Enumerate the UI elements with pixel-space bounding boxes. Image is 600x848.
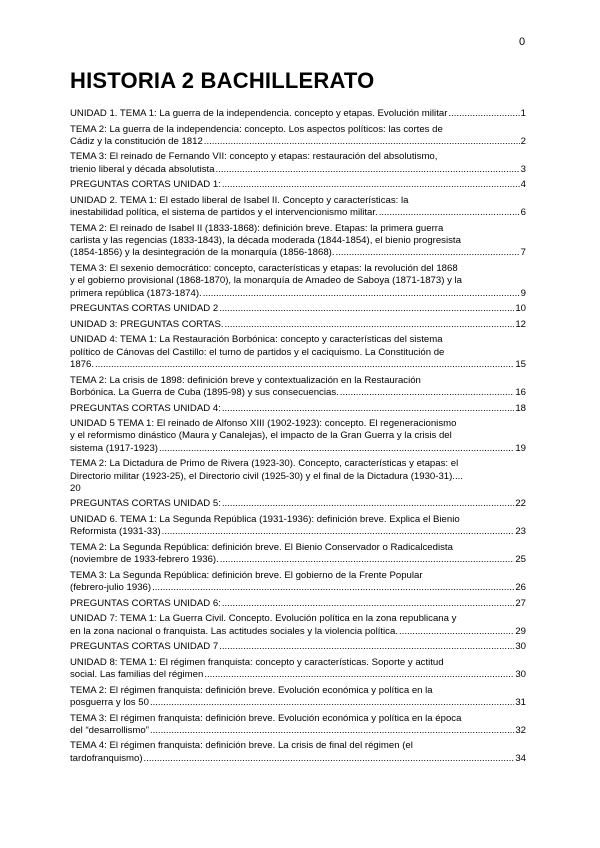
dot-leader (225, 319, 515, 331)
toc-entry-text: PREGUNTAS CORTAS UNIDAD 7 (70, 641, 219, 653)
toc-entry-text: sistema (1917-1923) (70, 442, 158, 454)
toc-entry-line: TEMA 3: La Segunda República: definición breve. El gobierno de la Frente Popular (70, 569, 423, 581)
toc-entry-text: trienio liberal y década absolutista (70, 163, 215, 175)
toc-page-number: 30 (515, 669, 526, 681)
dot-leader (222, 179, 520, 191)
toc-entry[interactable] (70, 514, 526, 539)
toc-entry[interactable] (70, 613, 526, 638)
toc-page-number: 15 (515, 359, 526, 371)
toc-entry-text: Cádiz y la constitución de 1812 (70, 135, 203, 147)
toc-entry[interactable] (70, 657, 526, 682)
toc-entry[interactable] (70, 179, 526, 191)
toc-entry-text: PREGUNTAS CORTAS UNIDAD 5: (70, 498, 221, 510)
toc-entry-line: UNIDAD 7: TEMA 1: La Guerra Civil. Concepto. Evolución política en la zona republicana y (70, 613, 457, 625)
toc-entry-text: primera república (1873-1874). (70, 287, 202, 299)
toc-entry-line: UNIDAD 5 TEMA 1: El reinado de Alfonso XIII (1902-1923): concepto. El regeneracionismo (70, 418, 457, 430)
dot-leader (216, 164, 520, 176)
dot-leader (379, 207, 520, 219)
toc-page-number: 19 (515, 442, 526, 454)
toc-entry[interactable] (70, 713, 526, 738)
toc-entry[interactable] (70, 319, 526, 331)
toc-entry[interactable] (70, 223, 526, 260)
toc-entry-text: (noviembre de 1933-febrero 1936). (70, 554, 219, 566)
toc-entry-text: (febrero-julio 1936) (70, 582, 152, 594)
toc-page-number: 32 (515, 724, 526, 736)
toc-entry[interactable] (70, 685, 526, 710)
toc-entry-text: inestabilidad política, el sistema de partidos y el intervencionismo militar. (70, 207, 378, 219)
toc-entry-text: UNIDAD 1. TEMA 1: La guerra de la independencia. concepto y etapas. Evolución militar (70, 108, 448, 119)
toc-entry[interactable] (70, 375, 526, 400)
toc-entry-line: UNIDAD 6. TEMA 1: La Segunda República (1931-1936): definición breve. Explica el Bienio (70, 514, 460, 526)
toc-entry[interactable] (70, 641, 526, 653)
toc-entry-line: TEMA 4: El régimen franquista: definición breve. La crisis de final del régimen (el (70, 740, 413, 752)
toc-entry[interactable] (70, 334, 526, 371)
dot-leader (222, 498, 514, 510)
toc-page-number: 34 (515, 752, 526, 764)
toc-entry-text: UNIDAD 3: PREGUNTAS CORTAS. (70, 318, 224, 330)
toc-page-number: 18 (515, 402, 526, 414)
toc-entry[interactable] (70, 263, 526, 300)
toc-page-number: 1 (520, 108, 526, 119)
dot-leader (340, 387, 515, 399)
dot-leader (399, 626, 514, 638)
table-of-contents (70, 108, 526, 768)
toc-entry-text: PREGUNTAS CORTAS UNIDAD 4: (70, 402, 221, 414)
dot-leader (162, 526, 515, 538)
toc-page-number: 3 (520, 163, 526, 175)
toc-page-number: 31 (515, 697, 526, 708)
toc-entry-line: TEMA 2: El reinado de Isabel II (1833-1868): definición breve. Etapas: la primera guerra (70, 222, 444, 234)
toc-entry[interactable] (70, 458, 526, 495)
toc-entry-text: PREGUNTAS CORTAS UNIDAD 6: (70, 597, 221, 609)
dot-leader (144, 753, 515, 765)
toc-page-number: 2 (520, 135, 526, 147)
toc-page-number: 9 (520, 287, 526, 299)
dot-leader (222, 598, 514, 610)
toc-entry[interactable] (70, 598, 526, 610)
toc-entry[interactable] (70, 303, 526, 315)
toc-entry-text: Reformista (1931-33) (70, 526, 161, 538)
page-number: 0 (519, 36, 526, 48)
dot-leader (204, 136, 520, 148)
dot-leader (95, 359, 514, 371)
dot-leader (204, 669, 514, 681)
toc-entry-line: carlista y las regencias (1833-1843), la década moderada (1844-1854), el bienio progresista (70, 235, 461, 247)
toc-entry-line: UNIDAD 4: TEMA 1: La Restauración Borbónica: concepto y características del sistema (70, 334, 443, 346)
toc-entry-line: UNIDAD 2. TEMA 1: El estado liberal de Isabel II. Concepto y características: la (70, 194, 409, 206)
toc-page-number: 25 (515, 554, 526, 566)
dot-leader (220, 554, 515, 566)
dot-leader (448, 108, 519, 120)
toc-entry[interactable] (70, 195, 526, 220)
toc-entry-text: posguerra y los 50 (70, 697, 149, 708)
dot-leader (152, 582, 514, 594)
dot-leader (336, 247, 520, 259)
toc-page-number: 6 (520, 207, 526, 219)
toc-entry-text: PREGUNTAS CORTAS UNIDAD 1: (70, 179, 221, 191)
toc-entry-text: (1854-1856) y la desintegración de la monarquía (1856-1868). (70, 247, 335, 259)
toc-entry[interactable] (70, 498, 526, 510)
dot-leader (150, 725, 514, 737)
dot-leader (203, 288, 520, 300)
toc-entry-line: y el gobierno provisional (1868-1870), la monarquía de Amadeo de Saboya (1871-1873) y la (70, 275, 462, 287)
toc-entry-line: político de Cánovas del Castillo: el turno de partidos y el caciquismo. La Constitución de (70, 346, 445, 358)
toc-entry-line: TEMA 3: El reinado de Fernando VII: concepto y etapas: restauración del absolutismo, (70, 151, 438, 163)
toc-entry-line: Directorio militar (1923-25), el Directorio civil (1925-30) y el final de la Dictadura (1930-31).... (70, 470, 463, 482)
dot-leader (150, 697, 514, 709)
document-title: HISTORIA 2 BACHILLERATO (70, 68, 375, 93)
toc-page-number: 16 (515, 386, 526, 398)
toc-entry-line: TEMA 2: La Segunda República: definición breve. El Bienio Conservador o Radicalcedista (70, 541, 453, 553)
toc-entry-text: social. Las familias del régimen (70, 669, 204, 681)
toc-entry[interactable] (70, 542, 526, 567)
toc-page-number: 22 (515, 498, 526, 510)
toc-entry[interactable] (70, 740, 526, 765)
toc-entry-text: Borbónica. La Guerra de Cuba (1895-98) y sus consecuencias. (70, 386, 339, 398)
toc-entry-line: TEMA 3: El régimen franquista: definición breve. Evolución económica y política en la época (70, 712, 462, 724)
toc-page-number: 29 (515, 625, 526, 637)
toc-page-number: 20 (70, 482, 81, 494)
toc-entry-line: y el reformismo dinástico (Maura y Canalejas), el impacto de la Gran Guerra y la crisis del (70, 430, 452, 442)
toc-entry-text: en la zona nacional o franquista. Las actitudes sociales y la violencia política. (70, 625, 398, 637)
toc-page-number: 12 (515, 318, 526, 330)
dot-leader (222, 403, 514, 415)
dot-leader (219, 303, 514, 315)
toc-page-number: 27 (515, 597, 526, 609)
toc-entry-text: tardofranquismo) (70, 752, 143, 764)
dot-leader (159, 443, 514, 455)
toc-entry[interactable] (70, 403, 526, 415)
toc-entry[interactable] (70, 124, 526, 149)
toc-page-number: 26 (515, 582, 526, 594)
toc-entry-text: PREGUNTAS CORTAS UNIDAD 2 (70, 303, 219, 315)
toc-page-number: 10 (515, 303, 526, 315)
toc-entry-line: UNIDAD 8: TEMA 1: El régimen franquista: concepto y características. Soporte y actitud (70, 656, 444, 668)
toc-entry-line: TEMA 3: El sexenio democrático: concepto, características y etapas: la revolución del 1868 (70, 263, 458, 275)
toc-page-number: 7 (520, 247, 526, 259)
toc-entry[interactable] (70, 108, 526, 120)
toc-entry-text: del “desarrollismo” (70, 724, 149, 736)
toc-page-number: 23 (515, 526, 526, 538)
toc-entry-text: 1876. (70, 359, 95, 371)
toc-entry[interactable] (70, 570, 526, 595)
toc-entry-line: TEMA 2: La crisis de 1898: definición breve y contextualización en la Restauración (70, 374, 421, 386)
toc-entry-line: TEMA 2: La Dictadura de Primo de Rivera (1923-30). Concepto, características y etapas: el (70, 458, 459, 470)
toc-page-number: 4 (520, 179, 526, 191)
toc-entry[interactable] (70, 418, 526, 455)
toc-page-number: 30 (515, 641, 526, 653)
toc-entry-line: TEMA 2: El régimen franquista: definición breve. Evolución económica y política en la (70, 684, 433, 696)
dot-leader (219, 641, 514, 653)
toc-entry[interactable] (70, 151, 526, 176)
toc-entry-line: TEMA 2: La guerra de la independencia: concepto. Los aspectos políticos: las cortes de (70, 123, 443, 135)
